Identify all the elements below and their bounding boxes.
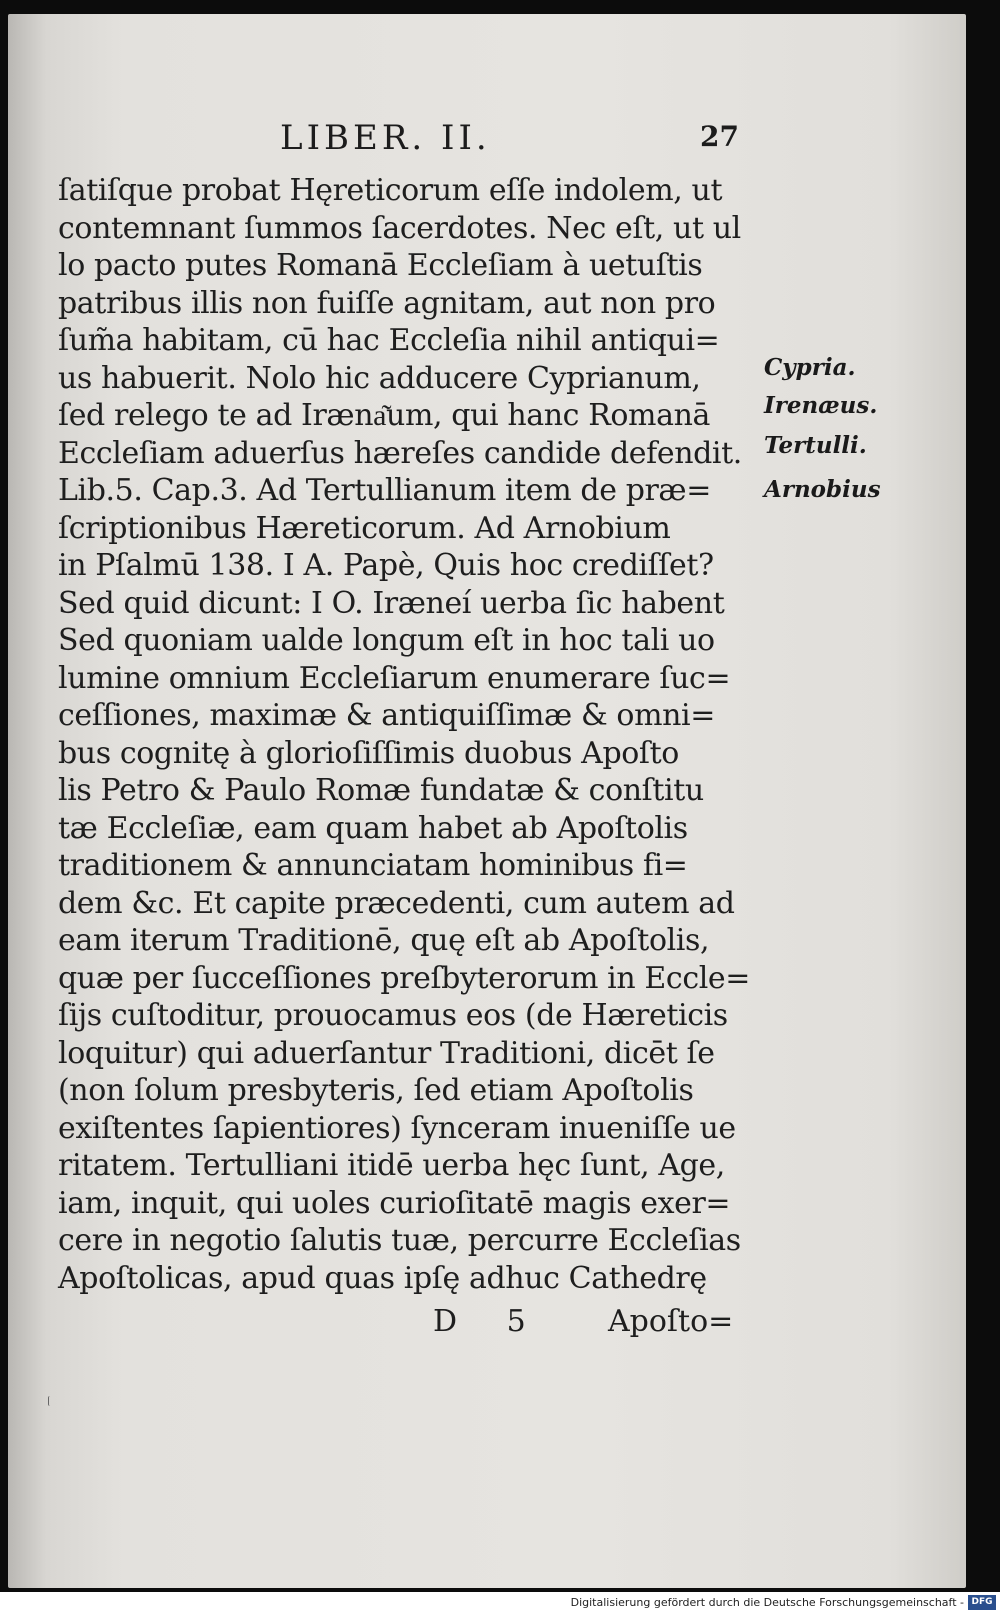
catchword: Apoſto=: [608, 1304, 734, 1339]
text-line: lis Petro & Paulo Romæ fundatæ & conſtitu: [58, 773, 704, 808]
text-line: Sed quid dicunt: I O. Iræneí uerba ſic habent: [58, 585, 725, 621]
marginal-note-arnobius: Arnobius: [764, 476, 881, 503]
text-line: Lib.5. Cap.3. Ad Tertullianum item de præ=: [58, 473, 711, 508]
text-line: Apoſtolicas, apud quas ipſę adhuc Cathedrę: [58, 1260, 707, 1296]
text-line: Eccleſiam aduerſus hæreſes candide defendit.: [58, 435, 742, 471]
text-line: quæ per ſucceſſiones preſbyterorum in Eccle=: [58, 960, 750, 996]
text-line: loquitur) qui aduerſantur Traditioni, dicēt ſe: [58, 1035, 715, 1071]
text-line: ſatiſque probat Hęreticorum eſſe indolem, ut: [58, 173, 723, 208]
text-line: exiſtentes ſapientiores) ſynceram inueniſſe ue: [58, 1110, 736, 1146]
funding-credit: Digitalisierung gefördert durch die Deutsche Forschungsgemeinschaft -: [570, 1596, 964, 1609]
text-line: Sed quoniam ualde longum eſt in hoc tali uo: [58, 623, 715, 658]
text-line: iam, inquit, qui uoles curioſitatē magis exer=: [58, 1185, 731, 1221]
text-line: (non ſolum presbyteris, ſed etiam Apoſtolis: [58, 1073, 694, 1108]
text-line: ritatem. Tertulliani itidē uerba hęc ſunt, Age,: [58, 1148, 725, 1183]
text-line: bus cognitę à glorioſiſſimis duobus Apoſto: [58, 735, 679, 771]
text-line: patribus illis non fuiſſe agnitam, aut non pro: [58, 285, 716, 321]
running-head: LIBER. II.: [280, 118, 491, 158]
book-page: [8, 14, 966, 1588]
text-line: ceſſiones, maximæ & antiquiſſimæ & omni=: [58, 698, 715, 733]
signature-mark: D 5: [433, 1304, 526, 1339]
text-line: ſcriptionibus Hæreticorum. Ad Arnobium: [58, 510, 671, 546]
marginal-note-cyprian: Cypria.: [764, 354, 856, 381]
footer-bar: [0, 1592, 1000, 1615]
page-number: 27: [700, 120, 739, 153]
text-line: cere in negotio ſalutis tuæ, percurre Eccleſias: [58, 1223, 741, 1258]
text-line: traditionem & annunciatam hominibus fi=: [58, 848, 688, 883]
text-line: tæ Eccleſiæ, eam quam habet ab Apoſtolis: [58, 810, 688, 846]
body-text: [58, 172, 758, 1297]
marginal-note-tertullian: Tertulli.: [764, 432, 867, 459]
text-line: dem &c. Et capite præcedenti, cum autem ad: [58, 885, 735, 921]
text-line: in Pſalmū 138. I A. Papè, Quis hoc crediſſet?: [58, 548, 714, 583]
text-line: contemnant ſummos ſacerdotes. Nec eſt, ut ul: [58, 210, 741, 246]
text-line: ſijs cuſtoditur, prouocamus eos (de Hæreticis: [58, 998, 728, 1033]
marginal-note-irenaeus: Irenæus.: [764, 392, 878, 419]
text-line: lo pacto putes Romanā Eccleſiam à uetuſtis: [58, 248, 703, 283]
dfg-logo: DFG: [968, 1595, 996, 1610]
stray-ink-mark: [48, 1396, 52, 1406]
text-line: lumine omnium Eccleſiarum enumerare ſuc=: [58, 660, 731, 696]
text-line: eam iterum Traditionē, quę eſt ab Apoſtolis,: [58, 923, 710, 958]
text-line: ſum̃a habitam, cū hac Eccleſia nihil antiqui=: [58, 323, 720, 358]
text-line: us habuerit. Nolo hic adducere Cyprianum,: [58, 360, 701, 396]
text-line: ſed relego te ad Iræna͂um, qui hanc Romanā: [58, 398, 710, 433]
